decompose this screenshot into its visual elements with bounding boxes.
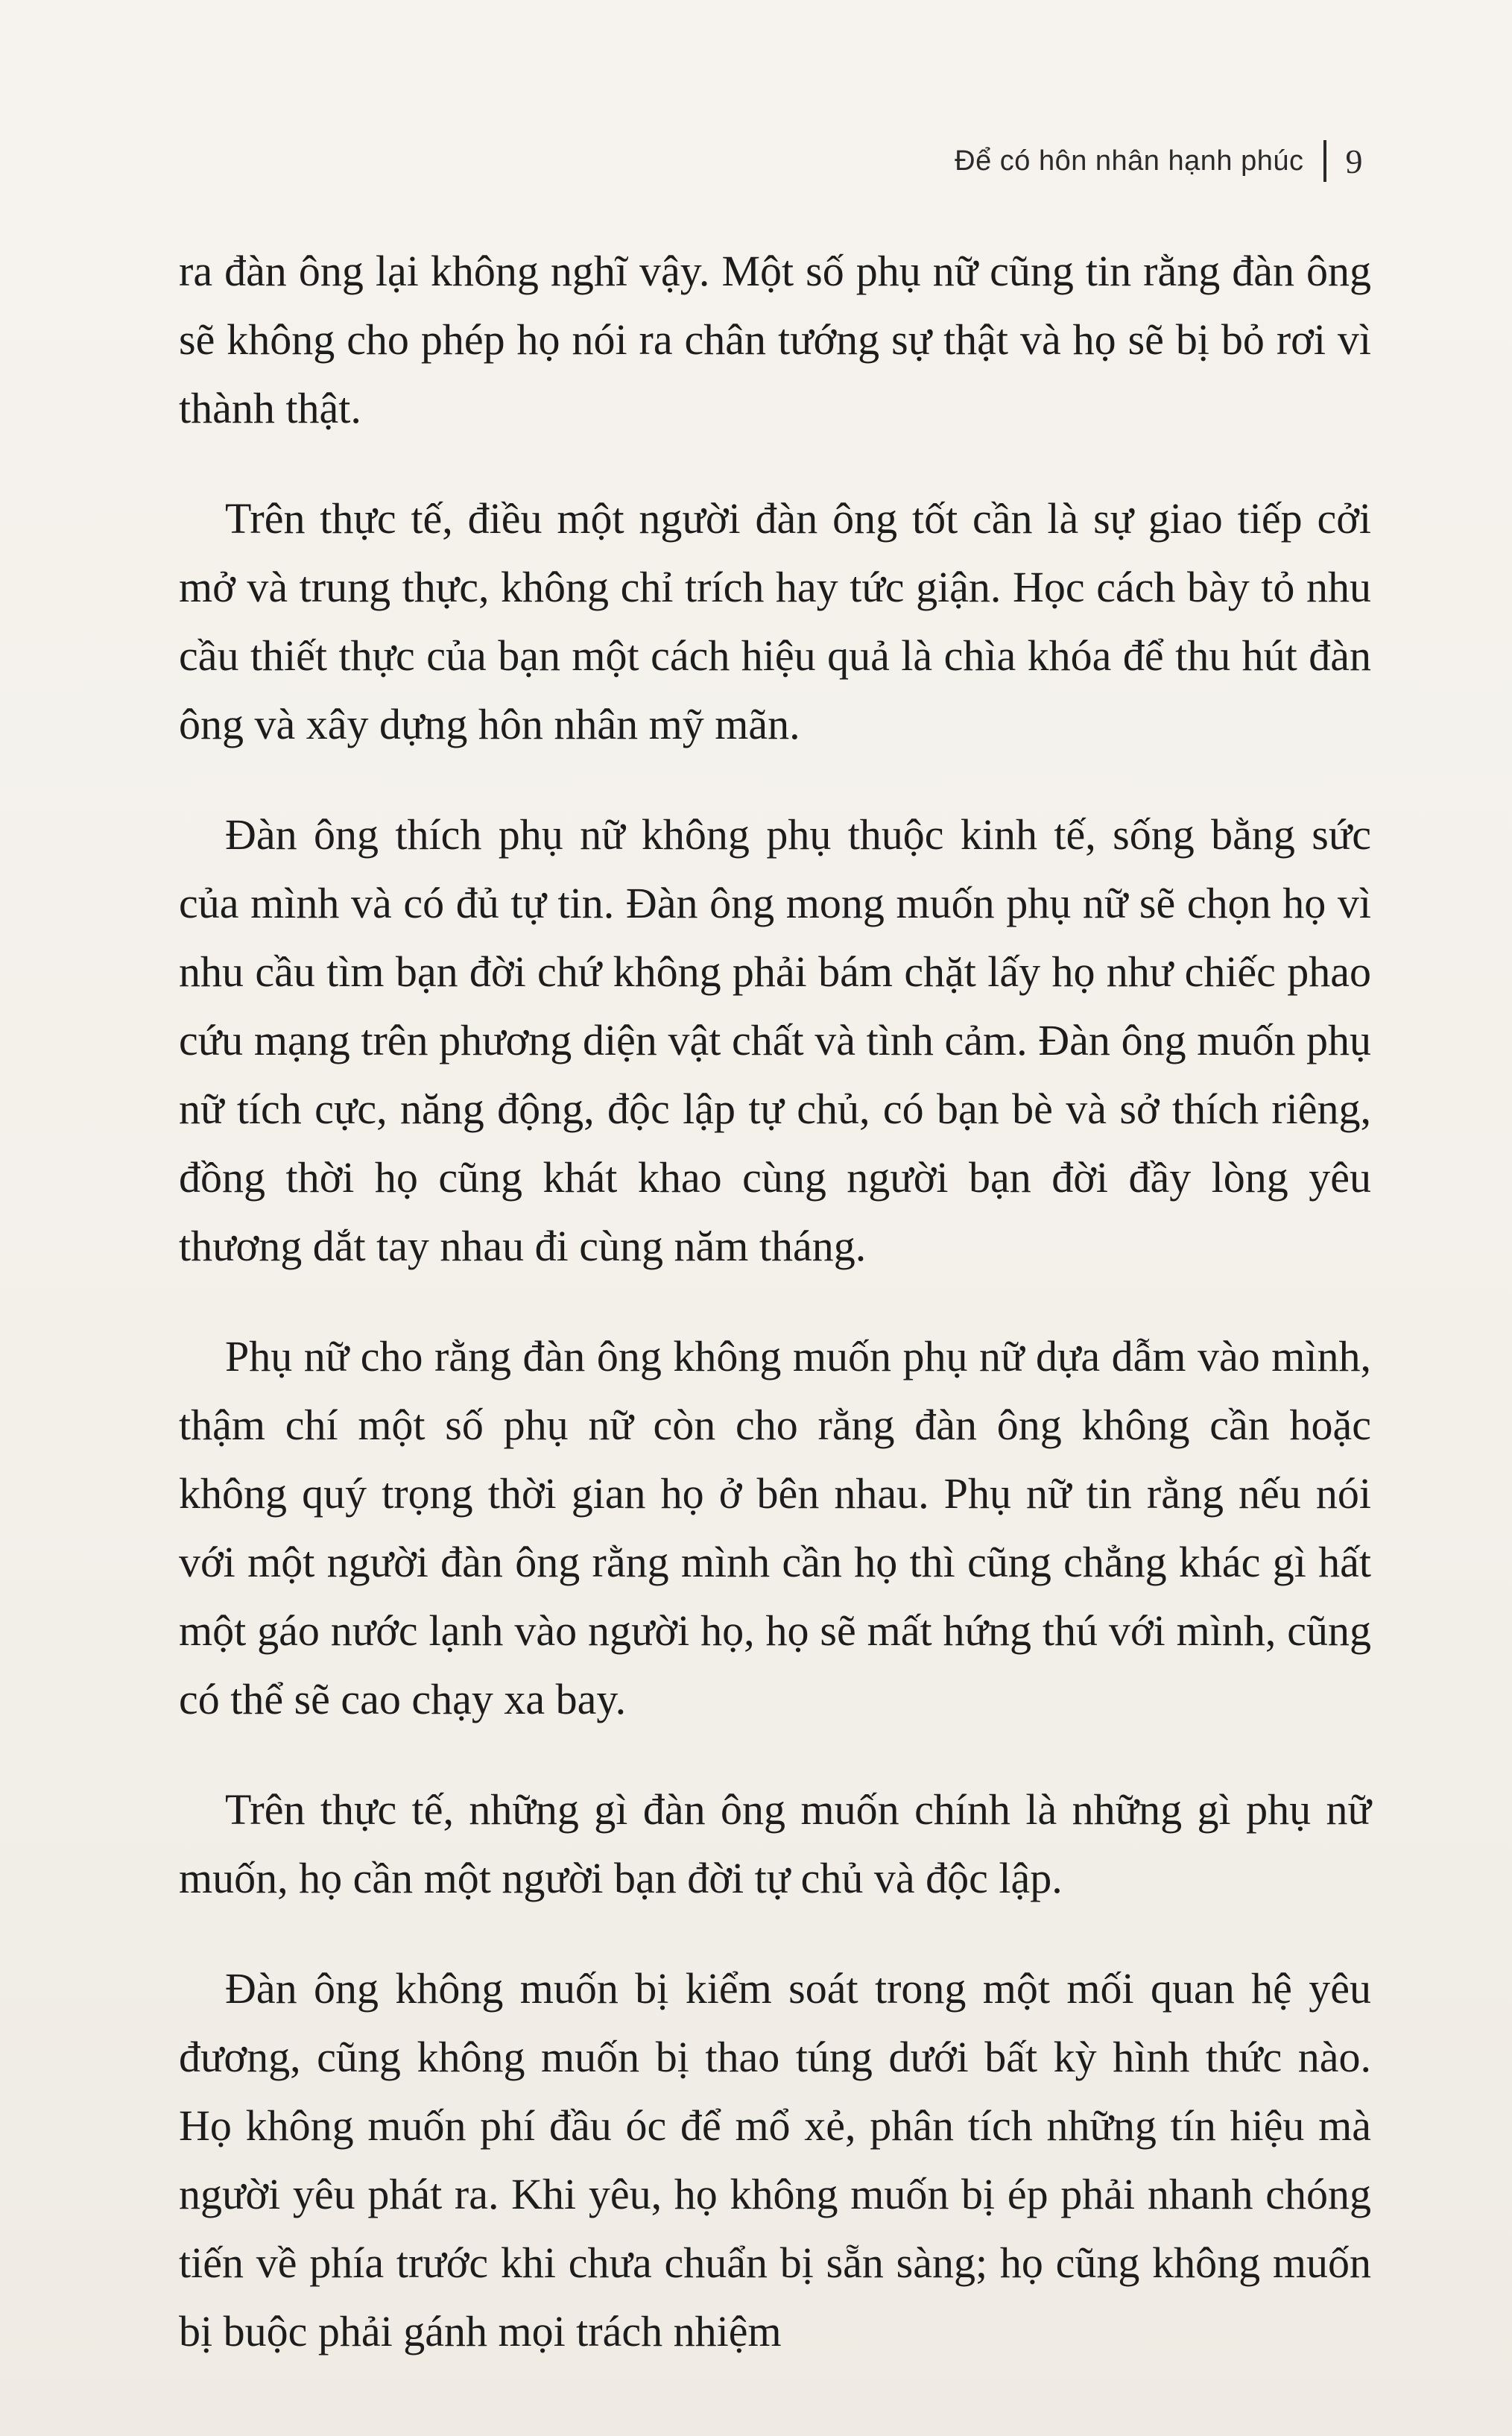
header-separator: [1323, 140, 1326, 182]
paragraph: Trên thực tế, điều một người đàn ông tốt cần là sự giao tiếp cởi mở và trung thực, không chỉ trích hay tức giận. Học cách bày tỏ nhu cầu thiết thực của bạn một cách hiệu quả là chìa khóa để thu hút đàn ông và xây dựng hôn nhân mỹ mãn.: [179, 494, 1371, 748]
running-header: [955, 140, 1363, 182]
paragraph: Trên thực tế, những gì đàn ông muốn chính là những gì phụ nữ muốn, họ cần một người bạn đời tự chủ và độc lập.: [179, 1785, 1371, 1902]
paragraph: ra đàn ông lại không nghĩ vậy. Một số phụ nữ cũng tin rằng đàn ông sẽ không cho phép họ nói ra chân tướng sự thật và họ sẽ bị bỏ rơi vì thành thật.: [179, 247, 1371, 432]
body-text: [179, 237, 1371, 2408]
page-number: 9: [1345, 142, 1363, 180]
chapter-title: Để có hôn nhân hạnh phúc: [955, 145, 1304, 177]
paragraph: Đàn ông không muốn bị kiểm soát trong một mối quan hệ yêu đương, cũng không muốn bị thao túng dưới bất kỳ hình thức nào. Họ không muốn phí đầu óc để mổ xẻ, phân tích những tín hiệu mà người yêu phát ra. Khi yêu, họ không muốn bị ép phải nhanh chóng tiến về phía trước khi chưa chuẩn bị sẵn sàng; họ cũng không muốn bị buộc phải gánh mọi trách nhiệm: [179, 1964, 1371, 2355]
paragraph: Đàn ông thích phụ nữ không phụ thuộc kinh tế, sống bằng sức của mình và có đủ tự tin. Đàn ông mong muốn phụ nữ sẽ chọn họ vì nhu cầu tìm bạn đời chứ không phải bám chặt lấy họ như chiếc phao cứu mạng trên phương diện vật chất và tình cảm. Đàn ông muốn phụ nữ tích cực, năng động, độc lập tự chủ, có bạn bè và sở thích riêng, đồng thời họ cũng khát khao cùng người bạn đời đầy lòng yêu thương dắt tay nhau đi cùng năm tháng.: [179, 810, 1371, 1270]
paragraph: Phụ nữ cho rằng đàn ông không muốn phụ nữ dựa dẫm vào mình, thậm chí một số phụ nữ còn cho rằng đàn ông không cần hoặc không quý trọng thời gian họ ở bên nhau. Phụ nữ tin rằng nếu nói với một người đàn ông rằng mình cần họ thì cũng chẳng khác gì hất một gáo nước lạnh vào người họ, họ sẽ mất hứng thú với mình, cũng có thể sẽ cao chạy xa bay.: [179, 1332, 1371, 1723]
